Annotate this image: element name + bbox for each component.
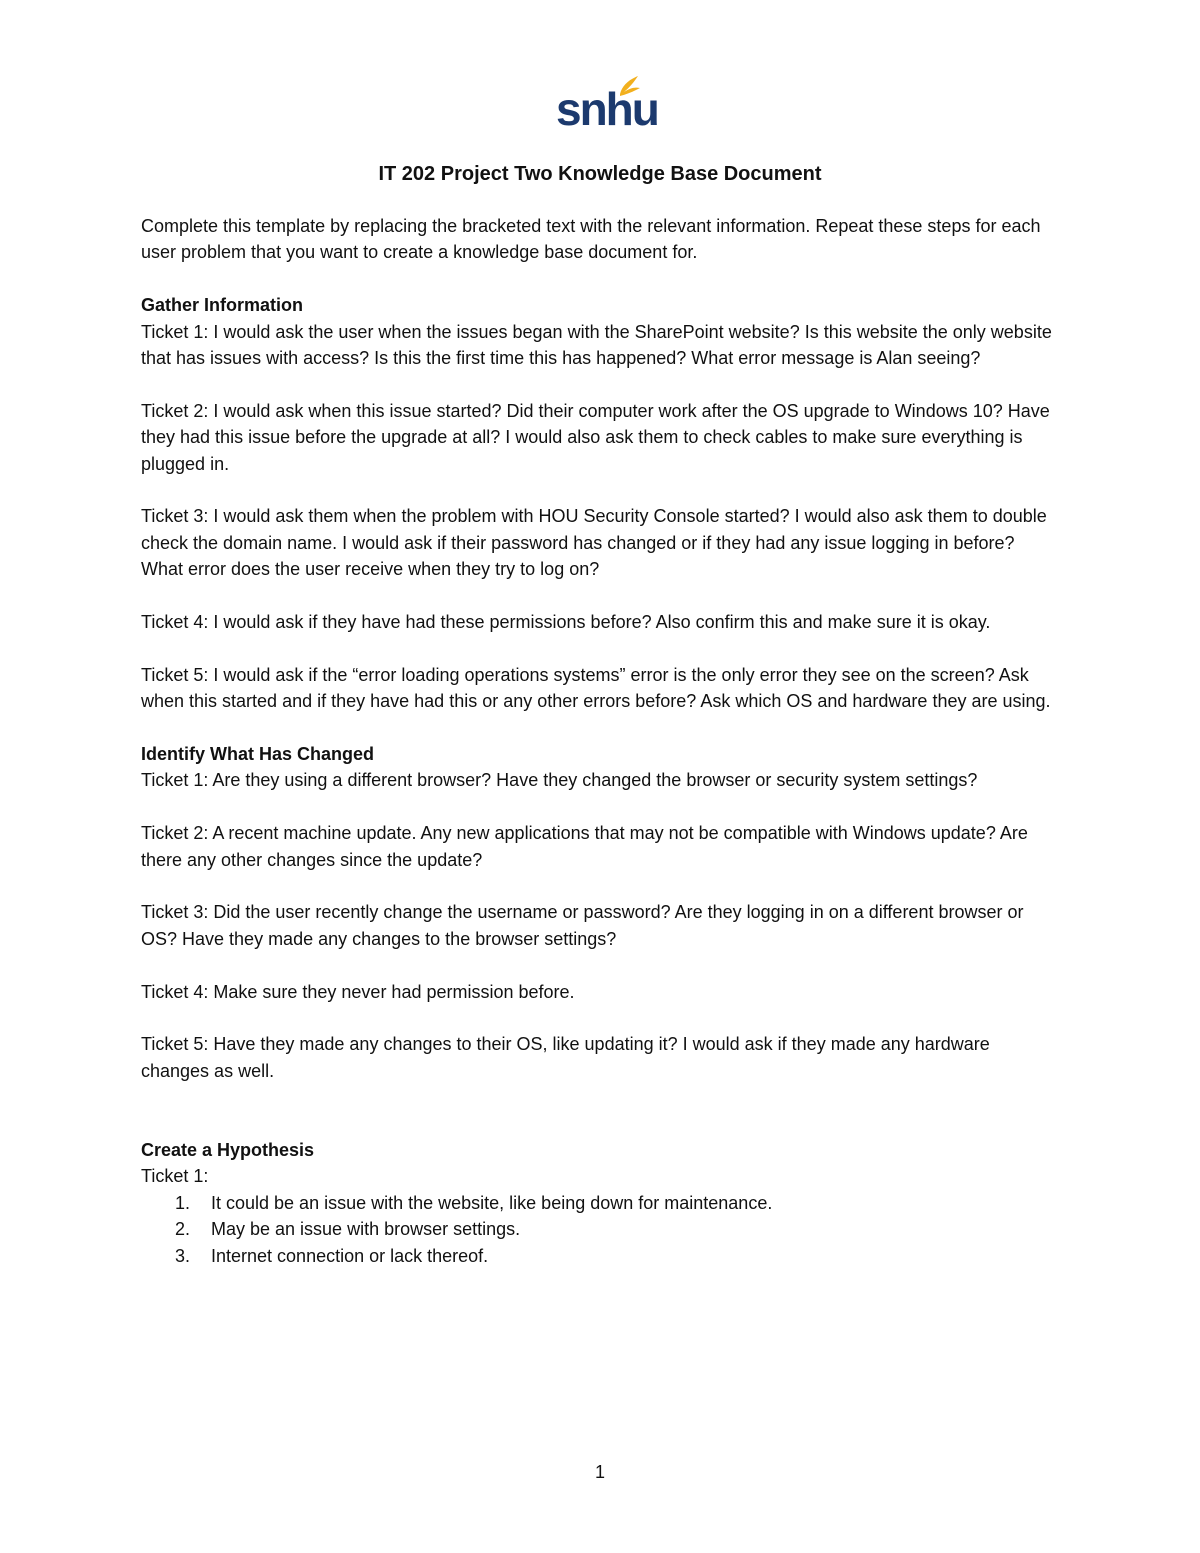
list-text: Internet connection or lack thereof.	[211, 1245, 489, 1266]
list-number: 1.	[175, 1192, 191, 1213]
gather-heading: Gather Information	[141, 295, 304, 316]
list-item	[141, 1216, 1061, 1242]
list-text: May be an issue with browser settings.	[211, 1219, 521, 1240]
gather-ticket-1: Ticket 1: I would ask the user when the issues began with the SharePoint website? Is this website the only website that has issues with access? Is this the first time this has happened? What error message is Alan seeing?	[141, 321, 1052, 369]
changed-ticket-4: Ticket 4: Make sure they never had permission before.	[141, 981, 575, 1002]
changed-heading: Identify What Has Changed	[141, 744, 375, 765]
intro-paragraph: Complete this template by replacing the bracketed text with the relevant information. Repeat these steps for each user problem that you want to create a knowledge base document for.	[141, 216, 1041, 263]
gather-ticket-2: Ticket 2: I would ask when this issue started? Did their computer work after the OS upgrade to Windows 10? Have they had this issue before the upgrade at all? I would also ask them to check cables to make sure everything is plugged in.	[141, 400, 1050, 474]
gather-ticket-3: Ticket 3: I would ask them when the problem with HOU Security Console started? I would also ask them to double check the domain name. I would ask if their password has changed or if they had any issue logging in before? What error does the user receive when they try to log on?	[141, 506, 1047, 580]
list-item	[141, 1243, 1061, 1269]
hypothesis-heading: Create a Hypothesis	[141, 1140, 315, 1161]
changed-ticket-5: Ticket 5: Have they made any changes to their OS, like updating it? I would ask if they made any hardware changes as well.	[141, 1034, 990, 1081]
changed-ticket-2: Ticket 2: A recent machine update. Any new applications that may not be compatible with Windows update? Are there any other changes since the update?	[141, 823, 1028, 870]
gather-ticket-4: Ticket 4: I would ask if they have had these permissions before? Also confirm this and make sure it is okay.	[141, 612, 991, 633]
logo-text: snhu	[556, 83, 658, 135]
gather-ticket-5: Ticket 5: I would ask if the “error loading operations systems” error is the only error they see on the screen? Ask when this started and if they have had this or any other errors before? Ask which OS and hardware they are using.	[141, 664, 1051, 712]
document-title: IT 202 Project Two Knowledge Base Document	[378, 163, 822, 185]
hypothesis-ticket-label: Ticket 1:	[141, 1166, 209, 1187]
list-number: 3.	[175, 1245, 191, 1266]
page-number: 1	[594, 1462, 605, 1482]
list-item	[141, 1190, 1061, 1216]
hypothesis-list	[141, 1190, 1061, 1269]
changed-ticket-1: Ticket 1: Are they using a different browser? Have they changed the browser or security system settings?	[141, 770, 978, 791]
changed-ticket-3: Ticket 3: Did the user recently change the username or password? Are they logging in on a different browser or OS? Have they made any changes to the browser settings?	[141, 902, 1024, 949]
document-body	[141, 213, 1061, 1269]
list-number: 2.	[175, 1219, 191, 1240]
snhu-logo	[556, 74, 658, 136]
list-text: It could be an issue with the website, like being down for maintenance.	[211, 1192, 773, 1213]
